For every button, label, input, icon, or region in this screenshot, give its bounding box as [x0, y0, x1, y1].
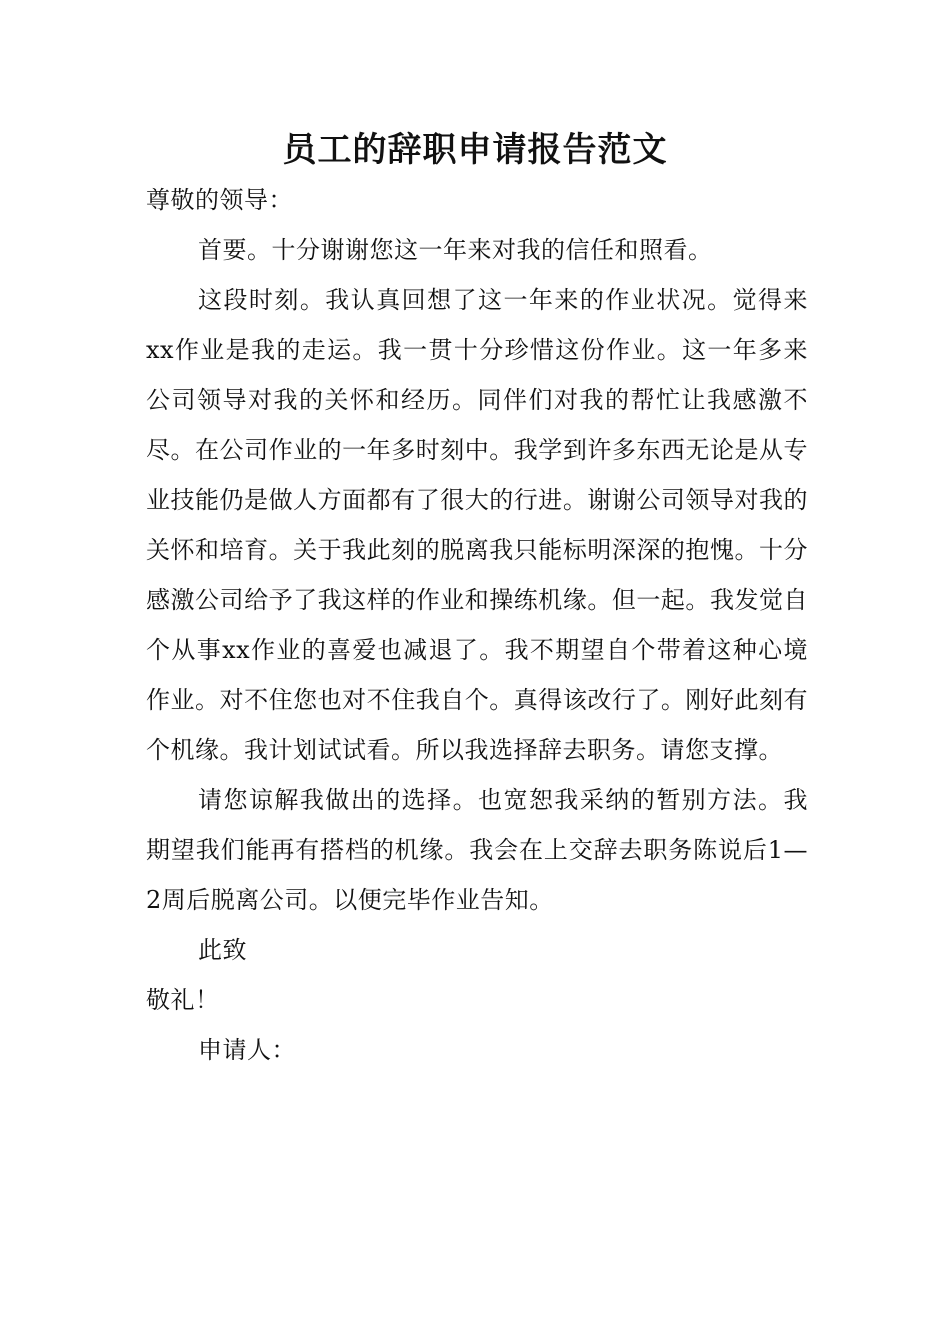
paragraph-3: 请您谅解我做出的选择。也宽恕我采纳的暂别方法。我期望我们能再有搭档的机缘。我会在上交辞去职务陈说后1—2周后脱离公司。以便完毕作业告知。	[146, 786, 808, 914]
paragraph-2: 这段时刻。我认真回想了这一年来的作业状况。觉得来xx作业是我的走运。我一贯十分珍惜这份作业。这一年多来公司领导对我的关怀和经历。同伴们对我的帮忙让我感激不尽。在公司作业的一年多时刻中。我学到许多东西无论是从专业技能仍是做人方面都有了很大的行进。谢谢公司领导对我的关怀和培育。关于我此刻的脱离我只能标明深深的抱愧。十分感激公司给予了我这样的作业和操练机缘。但一起。我发觉自个从事xx作业的喜爱也减退了。我不期望自个带着这种心境作业。对不住您也对不住我自个。真得该改行了。刚好此刻有个机缘。我计划试试看。所以我选择辞去职务。请您支撑。	[146, 286, 808, 764]
paragraph-1: 首要。十分谢谢您这一年来对我的信任和照看。	[198, 236, 713, 264]
closing-line-1: 此致	[198, 936, 247, 964]
document-title: 员工的辞职申请报告范文	[282, 130, 668, 170]
document-body	[146, 175, 808, 1075]
closing-line-2: 敬礼！	[146, 986, 220, 1014]
salutation: 尊敬的领导：	[146, 186, 293, 214]
signature-label: 申请人：	[198, 1036, 296, 1064]
